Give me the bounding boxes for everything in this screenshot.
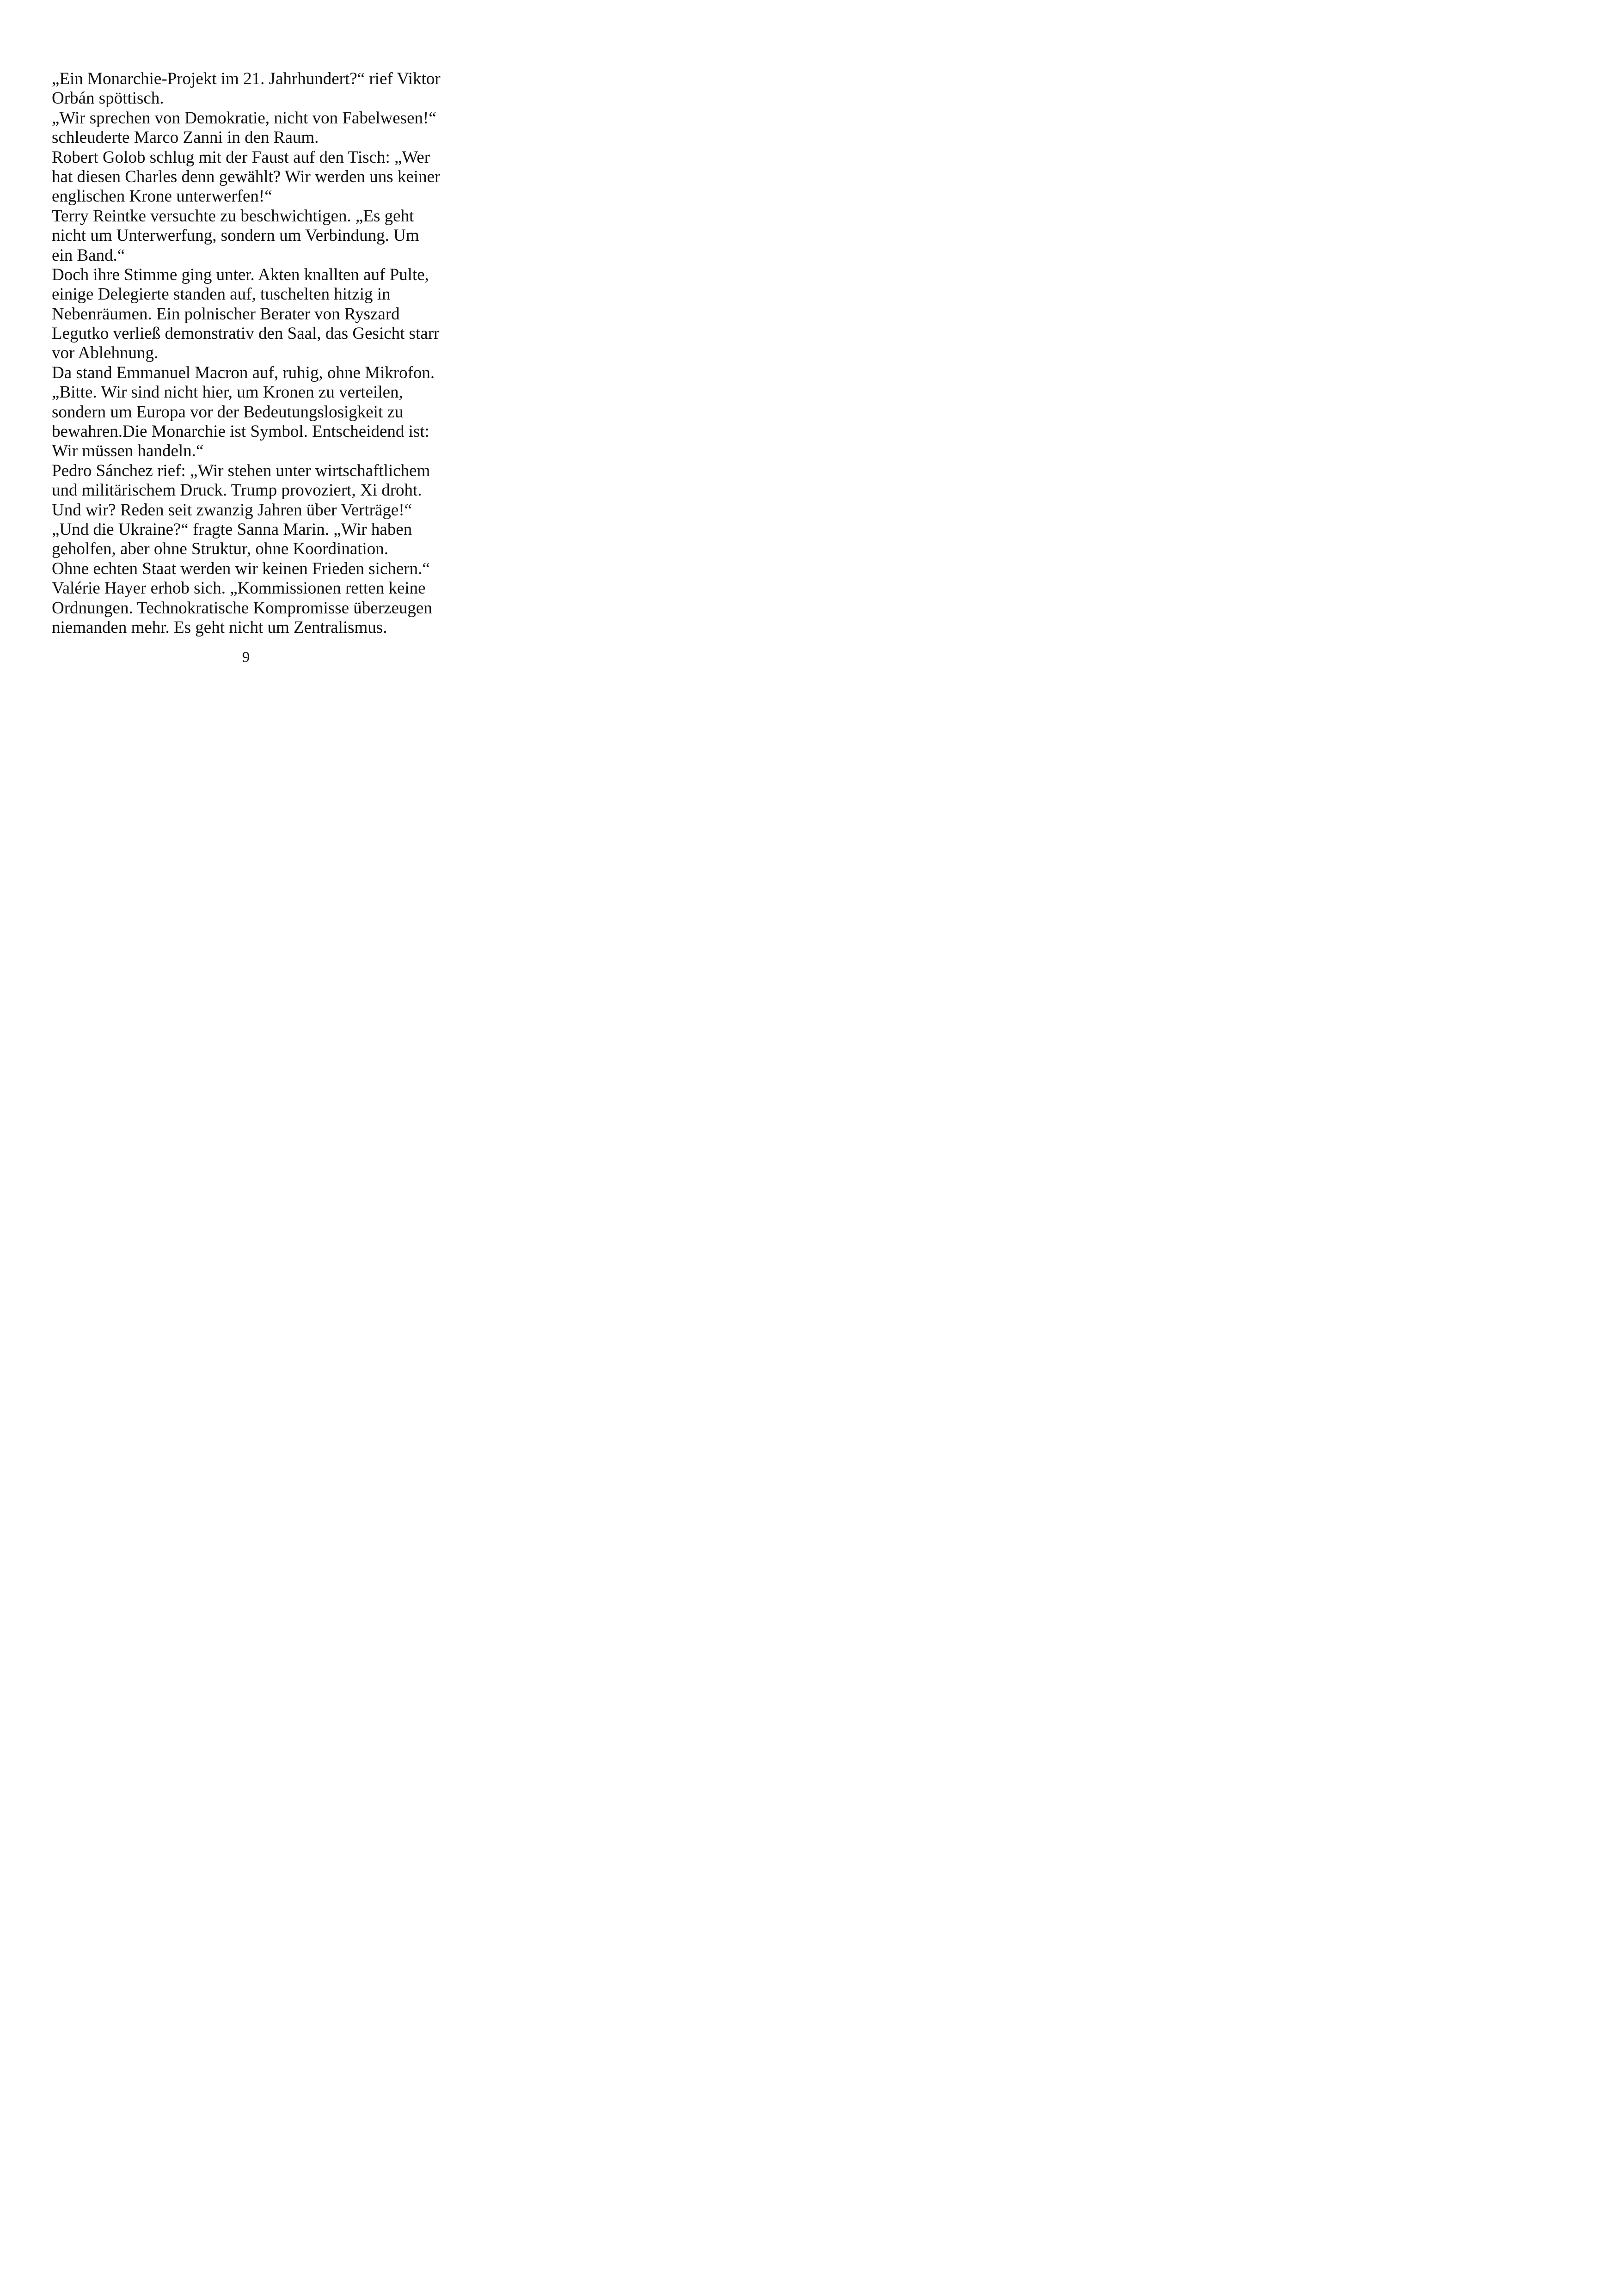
text-line: Terry Reintke versuchte zu beschwichtigen. „Es geht [52,206,414,226]
text-line: bewahren.Die Monarchie ist Symbol. Entscheidend ist: [52,422,429,441]
text-line: „Wir sprechen von Demokratie, nicht von Fabelwesen!“ [52,108,436,128]
document-page [0,0,509,722]
text-line: Ohne echten Staat werden wir keinen Frieden sichern.“ [52,559,430,578]
text-line: Orbán spöttisch. [52,89,164,108]
text-line: Da stand Emmanuel Macron auf, ruhig, ohne Mikrofon. [52,363,435,382]
text-line: geholfen, aber ohne Struktur, ohne Koordination. [52,539,389,559]
text-line: Wir müssen handeln.“ [52,441,204,461]
text-line: Ordnungen. Technokratische Kompromisse überzeugen [52,598,432,618]
text-line: Legutko verließ demonstrativ den Saal, das Gesicht starr [52,324,440,343]
text-line: schleuderte Marco Zanni in den Raum. [52,128,319,147]
text-line: Valérie Hayer erhob sich. „Kommissionen retten keine [52,579,426,598]
text-line: hat diesen Charles denn gewählt? Wir werden uns keiner [52,167,441,186]
text-line: einige Delegierte standen auf, tuschelten hitzig in [52,285,391,304]
text-line: „Und die Ukraine?“ fragte Sanna Marin. „Wir haben [52,520,412,539]
body-text [52,69,459,637]
text-line: Doch ihre Stimme ging unter. Akten knallten auf Pulte, [52,265,429,284]
text-line: sondern um Europa vor der Bedeutungslosigkeit zu [52,402,404,422]
text-line: ein Band.“ [52,245,125,265]
text-line: „Ein Monarchie-Projekt im 21. Jahrhundert?“ rief Viktor [52,69,441,88]
text-line: Robert Golob schlug mit der Faust auf den Tisch: „Wer [52,147,430,167]
text-line: vor Ablehnung. [52,343,159,363]
text-line: Pedro Sánchez rief: „Wir stehen unter wirtschaftlichem [52,461,430,480]
text-line: englischen Krone unterwerfen!“ [52,187,272,206]
page-number: 9 [242,649,250,666]
text-line: und militärischem Druck. Trump provoziert, Xi droht. [52,481,422,500]
text-line: Und wir? Reden seit zwanzig Jahren über Verträge!“ [52,500,412,520]
text-line: „Bitte. Wir sind nicht hier, um Kronen zu verteilen, [52,383,403,402]
text-line: Nebenräumen. Ein polnischer Berater von Ryszard [52,304,400,324]
text-line: niemanden mehr. Es geht nicht um Zentralismus. [52,618,387,637]
text-line: nicht um Unterwerfung, sondern um Verbindung. Um [52,226,419,245]
